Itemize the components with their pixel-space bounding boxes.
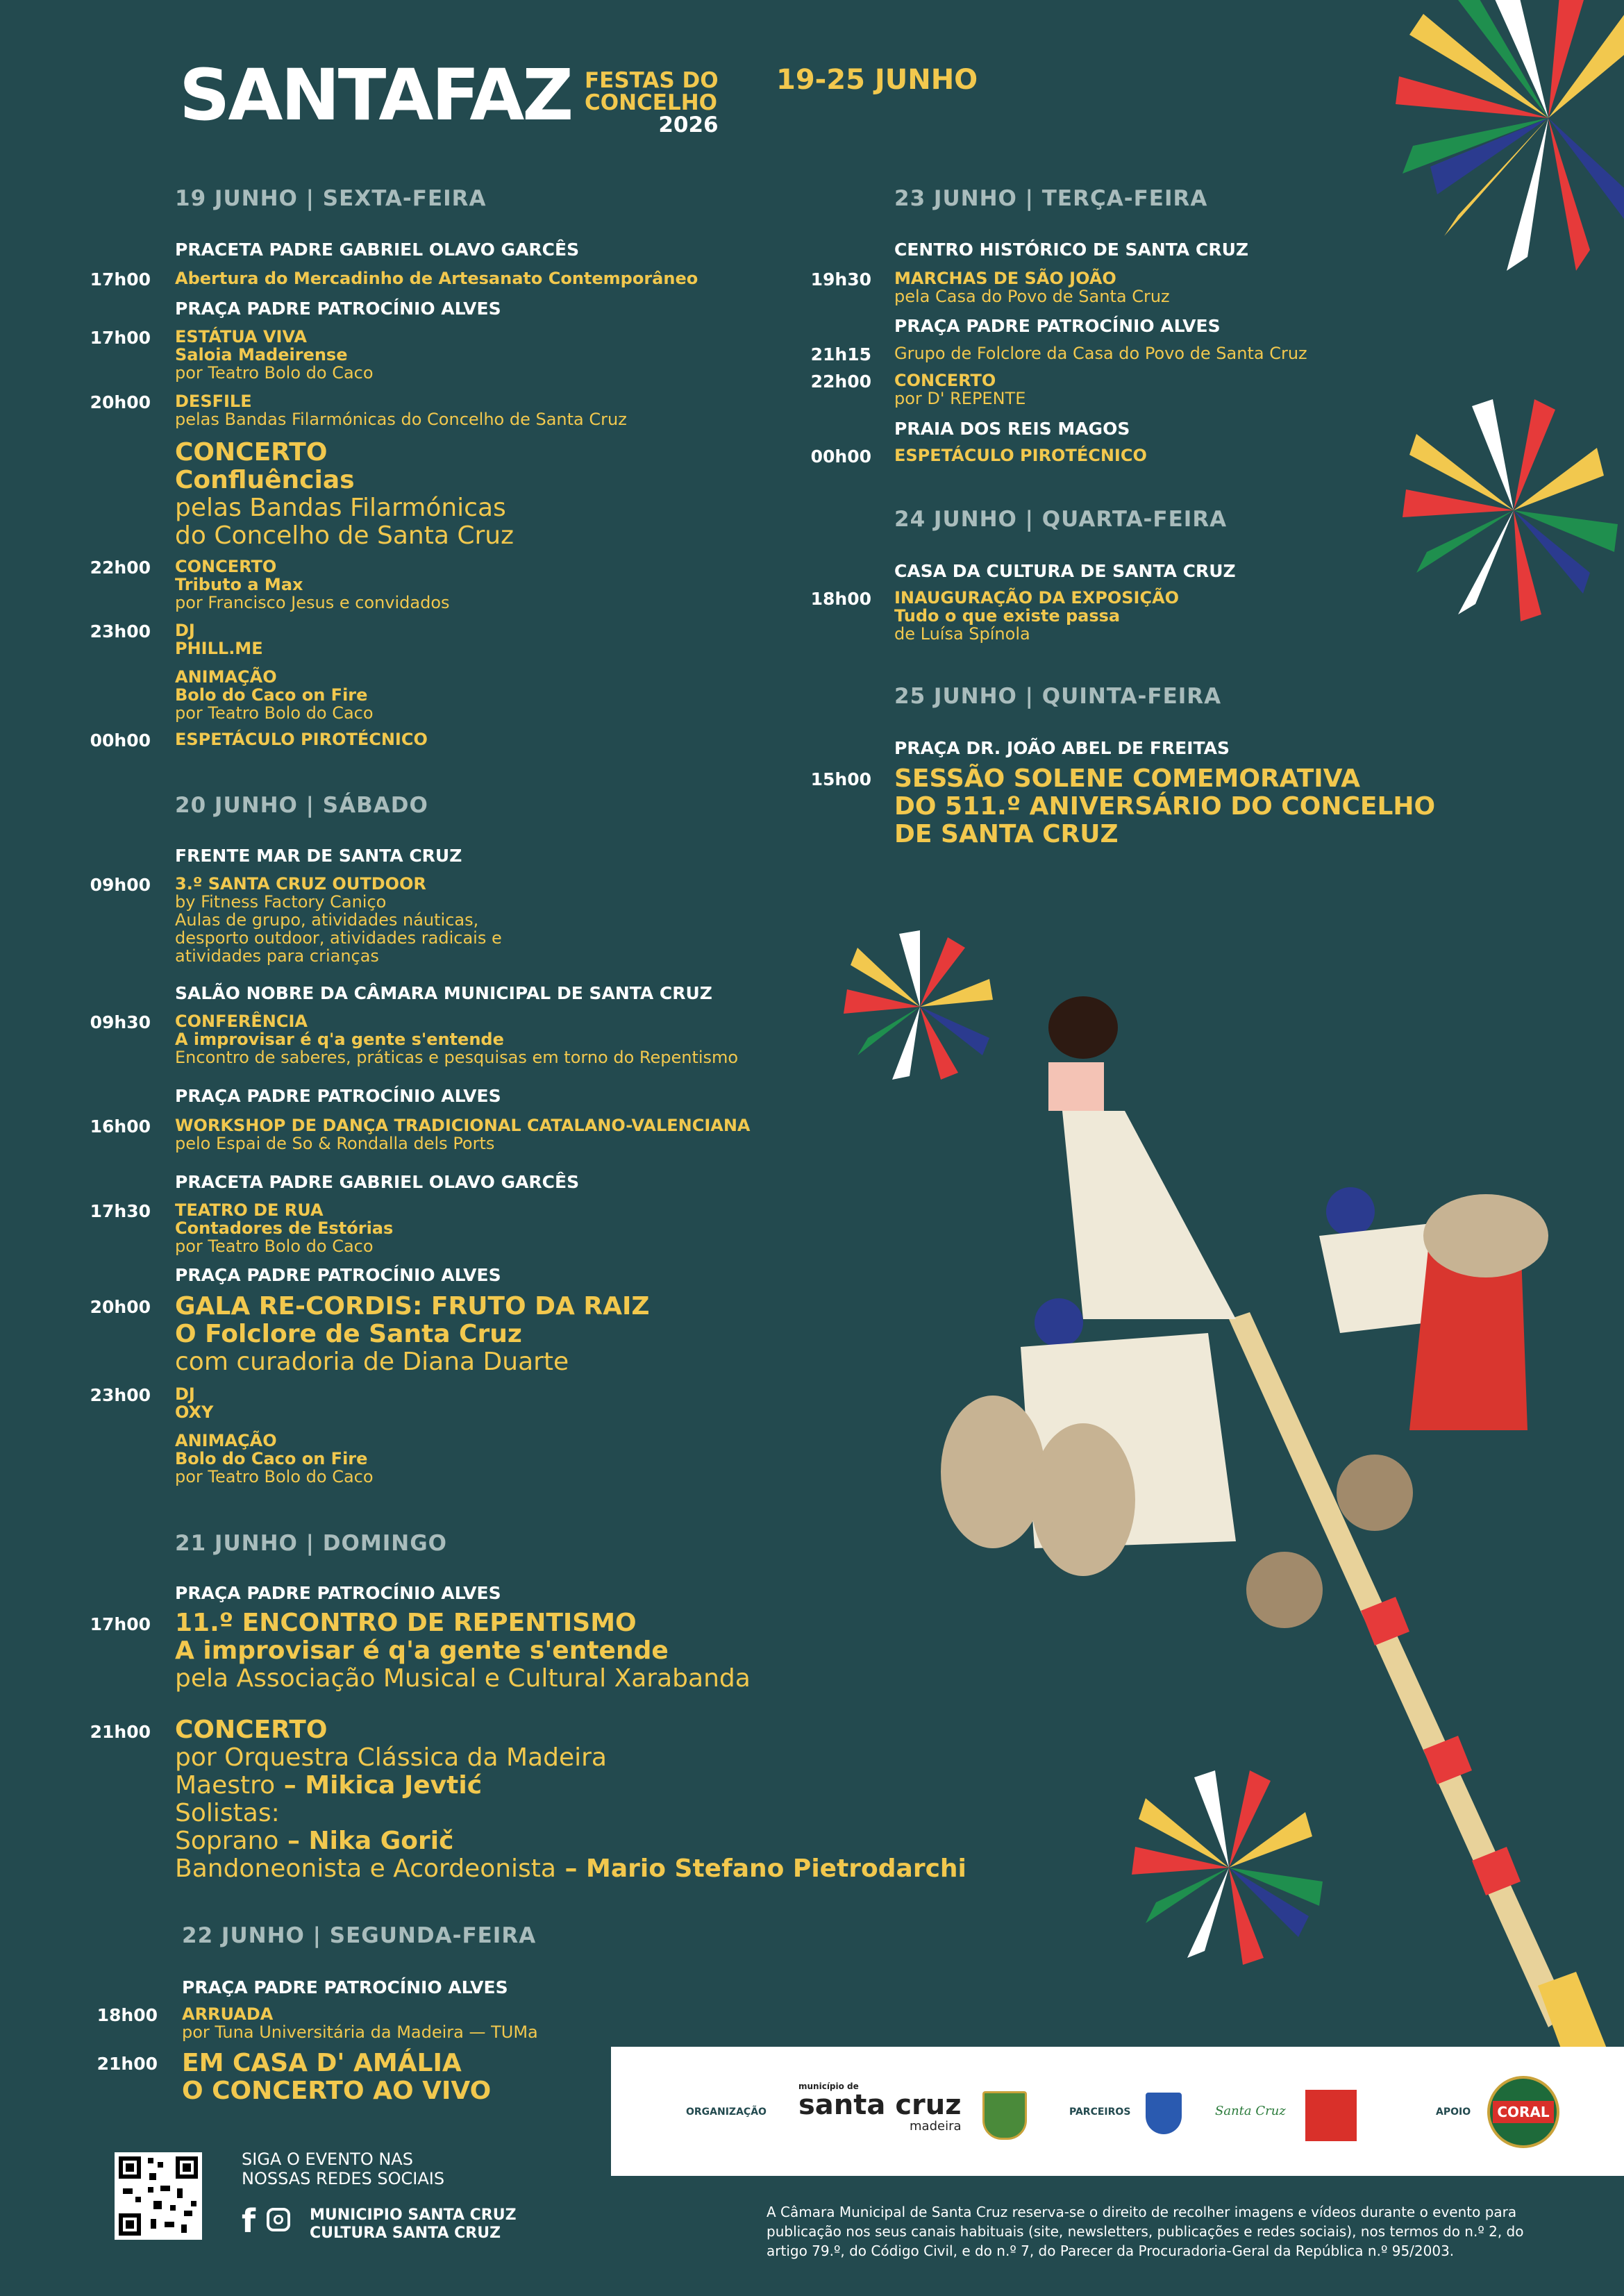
festas-line1: FESTAS DO bbox=[585, 68, 719, 93]
event-item bbox=[175, 1432, 374, 1486]
apoio-label: APOIO bbox=[1436, 2106, 1471, 2118]
event-credit: desporto outdoor, atividades radicais e bbox=[175, 928, 502, 948]
event-credit bbox=[175, 1772, 966, 1800]
event-item bbox=[175, 730, 428, 748]
pompom-icon bbox=[1132, 1770, 1323, 1965]
santafaz-logo: SANTAFAZ bbox=[179, 54, 572, 137]
social-line1: SIGA O EVENTO NAS bbox=[242, 2150, 413, 2169]
event-credit: de Luísa Spínola bbox=[894, 624, 1030, 644]
social-account[interactable]: CULTURA SANTA CRUZ bbox=[310, 2224, 501, 2242]
event-title: SESSÃO SOLENE COMEMORATIVA bbox=[894, 764, 1360, 793]
facebook-icon[interactable]: f bbox=[242, 2202, 256, 2240]
event-subtitle: DE SANTA CRUZ bbox=[894, 820, 1119, 848]
event-title: DJ bbox=[175, 1384, 195, 1404]
event-credit: por Teatro Bolo do Caco bbox=[175, 363, 374, 383]
day-heading-23: 23 JUNHO | TERÇA-FEIRA bbox=[894, 186, 1208, 211]
event-subtitle: Tributo a Max bbox=[175, 575, 303, 594]
event-item bbox=[175, 1201, 393, 1255]
event-time: 21h00 bbox=[97, 2054, 158, 2074]
event-subtitle: Confluências bbox=[175, 466, 355, 494]
venue-label: PRAÇA PADRE PATROCÍNIO ALVES bbox=[175, 1086, 501, 1106]
venue-label: PRAÇA PADRE PATROCÍNIO ALVES bbox=[894, 316, 1221, 336]
event-item bbox=[175, 392, 627, 428]
venue-label: PRAÇA DR. JOÃO ABEL DE FREITAS bbox=[894, 738, 1230, 758]
event-subtitle: O Folclore de Santa Cruz bbox=[175, 1320, 522, 1348]
venue-label: PRAÇA PADRE PATROCÍNIO ALVES bbox=[175, 299, 501, 319]
event-title: WORKSHOP DE DANÇA TRADICIONAL CATALANO-VALENCIANA bbox=[175, 1116, 751, 1135]
event-credit: com curadoria de Diana Duarte bbox=[175, 1348, 569, 1376]
event-credit: Encontro de saberes, práticas e pesquisas em torno do Repentismo bbox=[175, 1048, 739, 1067]
day-heading-19: 19 JUNHO | SEXTA-FEIRA bbox=[175, 186, 487, 211]
maestro-name: – Mikica Jevtić bbox=[275, 1771, 483, 1800]
social-accounts bbox=[310, 2206, 517, 2243]
event-time: 21h15 bbox=[810, 344, 871, 364]
event-title: INAUGURAÇÃO DA EXPOSIÇÃO bbox=[894, 588, 1180, 607]
event-item bbox=[182, 2005, 538, 2041]
social-line2: NOSSAS REDES SOCIAIS bbox=[242, 2169, 445, 2188]
event-title: DESFILE bbox=[175, 392, 252, 411]
event-credit: pelas Bandas Filarmónicas do Concelho de Santa Cruz bbox=[175, 410, 627, 429]
event-time: 22h00 bbox=[810, 371, 871, 392]
disclaimer-line: A Câmara Municipal de Santa Cruz reserva-se o direito de recolher imagens e vídeos durante o evento para bbox=[767, 2204, 1517, 2220]
event-item bbox=[175, 1116, 751, 1153]
event-time: 15h00 bbox=[810, 769, 871, 789]
event-item bbox=[894, 344, 1307, 362]
event-time: 22h00 bbox=[90, 558, 151, 578]
pompom-icon bbox=[1403, 399, 1618, 621]
event-title: 11.º ENCONTRO DE REPENTISMO bbox=[175, 1609, 637, 1637]
soprano-label: Soprano bbox=[175, 1827, 279, 1855]
pompom-icon bbox=[844, 930, 993, 1080]
event-item bbox=[894, 371, 1026, 408]
event-credit: pelas Bandas Filarmónicas bbox=[175, 494, 506, 522]
event-item bbox=[175, 439, 514, 550]
partner-crest-icon bbox=[1146, 2093, 1182, 2134]
day-heading-22: 22 JUNHO | SEGUNDA-FEIRA bbox=[182, 1923, 537, 1948]
event-credit bbox=[175, 1855, 966, 1883]
event-time: 00h00 bbox=[90, 730, 151, 751]
event-time: 20h00 bbox=[90, 1297, 151, 1317]
event-time: 23h00 bbox=[90, 621, 151, 642]
event-subtitle: Tudo o que existe passa bbox=[894, 606, 1121, 626]
event-item bbox=[182, 2050, 491, 2105]
event-title: CONFERÊNCIA bbox=[175, 1012, 308, 1031]
partner-logo: Santa Cruz bbox=[1215, 2104, 1286, 2118]
event-item bbox=[175, 1293, 649, 1376]
event-credit: atividades para crianças bbox=[175, 946, 379, 966]
event-credit: pelo Espai de So & Rondalla dels Ports bbox=[175, 1134, 495, 1153]
event-time: 23h00 bbox=[90, 1385, 151, 1405]
image-rights-disclaimer bbox=[767, 2202, 1600, 2261]
event-title: GALA RE-CORDIS: FRUTO DA RAIZ bbox=[175, 1292, 650, 1321]
event-subtitle: O CONCERTO AO VIVO bbox=[182, 2077, 492, 2105]
event-item bbox=[175, 1012, 738, 1066]
event-item bbox=[894, 446, 1147, 464]
event-title: DJ bbox=[175, 621, 195, 640]
parceiros-label: PARCEIROS bbox=[1069, 2106, 1131, 2118]
social-account[interactable]: MUNICIPIO SANTA CRUZ bbox=[310, 2206, 517, 2224]
event-title: ANIMAÇÃO bbox=[175, 667, 277, 687]
event-item bbox=[175, 1385, 213, 1421]
dancers-illustration bbox=[941, 996, 1618, 2090]
event-title: EM CASA D' AMÁLIA bbox=[182, 2049, 462, 2077]
pompom-icon bbox=[1396, 0, 1624, 271]
day-heading-21: 21 JUNHO | DOMINGO bbox=[175, 1531, 447, 1556]
event-credit: do Concelho de Santa Cruz bbox=[175, 521, 514, 550]
event-credit: Aulas de grupo, atividades náuticas, bbox=[175, 910, 479, 930]
day-heading-20: 20 JUNHO | SÁBADO bbox=[175, 793, 428, 818]
event-item bbox=[175, 558, 450, 612]
municipio-small: município de bbox=[798, 2081, 859, 2091]
event-title: ESPETÁCULO PIROTÉCNICO bbox=[894, 446, 1147, 465]
factory-logo-icon bbox=[1305, 2090, 1357, 2141]
festas-year: 2026 bbox=[658, 112, 719, 137]
event-credit: por Francisco Jesus e convidados bbox=[175, 593, 450, 612]
disclaimer-line: publicação nos seus canais habituais (site, newsletters, publicações e redes sociais), nos termos do n.º 2, do bbox=[767, 2223, 1524, 2240]
bandoneon-name: – Mario Stefano Pietrodarchi bbox=[555, 1854, 966, 1883]
event-credit: por D' REPENTE bbox=[894, 389, 1026, 408]
event-credit: por Orquestra Clássica da Madeira bbox=[175, 1743, 607, 1772]
event-time: 18h00 bbox=[97, 2005, 158, 2025]
festas-line2: CONCELHO bbox=[585, 90, 718, 115]
venue-label: SALÃO NOBRE DA CÂMARA MUNICIPAL DE SANTA CRUZ bbox=[175, 983, 712, 1003]
event-credit: por Teatro Bolo do Caco bbox=[175, 1467, 374, 1486]
event-title: MARCHAS DE SÃO JOÃO bbox=[894, 269, 1116, 288]
event-title: ESTÁTUA VIVA bbox=[175, 327, 307, 346]
event-credit bbox=[175, 1827, 966, 1855]
event-time: 00h00 bbox=[810, 446, 871, 467]
event-item bbox=[175, 621, 263, 657]
sponsor-bar bbox=[611, 2047, 1624, 2176]
coral-logo bbox=[1487, 2076, 1559, 2148]
venue-label: PRAIA DOS REIS MAGOS bbox=[894, 419, 1130, 439]
event-credit: por Tuna Universitária da Madeira — TUMa bbox=[182, 2022, 538, 2042]
event-item bbox=[175, 1609, 751, 1693]
event-title: 3.º SANTA CRUZ OUTDOOR bbox=[175, 874, 426, 894]
coral-brand: CORAL bbox=[1493, 2101, 1553, 2123]
event-item bbox=[175, 875, 502, 965]
event-credit: pela Casa do Povo de Santa Cruz bbox=[894, 287, 1170, 306]
event-time: 17h00 bbox=[90, 328, 151, 348]
day-heading-24: 24 JUNHO | QUARTA-FEIRA bbox=[894, 507, 1228, 532]
event-title: Abertura do Mercadinho de Artesanato Contemporâneo bbox=[175, 269, 698, 288]
event-item bbox=[175, 269, 698, 287]
event-credit: by Fitness Factory Caniço bbox=[175, 892, 387, 912]
instagram-icon[interactable] bbox=[267, 2208, 290, 2231]
municipio-region: madeira bbox=[910, 2119, 962, 2134]
event-time: 09h30 bbox=[90, 1012, 151, 1032]
event-title: ANIMAÇÃO bbox=[175, 1431, 277, 1450]
event-item bbox=[175, 328, 374, 382]
soloists-label: Solistas: bbox=[175, 1799, 280, 1827]
event-time: 17h00 bbox=[90, 1614, 151, 1634]
event-title: CONCERTO bbox=[175, 438, 328, 467]
event-credit: por Teatro Bolo do Caco bbox=[175, 1237, 374, 1256]
disclaimer-line: artigo 79.º, do Código Civil, e do n.º 7, do Parecer da Procuradoria-Geral da República n.º 95/2003. bbox=[767, 2243, 1455, 2259]
bandoneon-label: Bandoneonista e Acordeonista bbox=[175, 1854, 556, 1883]
venue-label: PRAÇA PADRE PATROCÍNIO ALVES bbox=[182, 1977, 508, 1997]
event-time: 09h00 bbox=[90, 875, 151, 895]
event-credit: pela Associação Musical e Cultural Xarabanda bbox=[175, 1664, 751, 1693]
qr-code-icon[interactable] bbox=[115, 2152, 202, 2240]
event-subtitle: DO 511.º ANIVERSÁRIO DO CONCELHO bbox=[894, 792, 1436, 821]
event-title: ARRUADA bbox=[182, 2004, 274, 2024]
event-credit: por Teatro Bolo do Caco bbox=[175, 703, 374, 723]
event-title: ESPETÁCULO PIROTÉCNICO bbox=[175, 730, 428, 749]
event-item bbox=[894, 765, 1435, 848]
venue-label: FRENTE MAR DE SANTA CRUZ bbox=[175, 846, 462, 866]
organizacao-label: ORGANIZAÇÃO bbox=[686, 2106, 767, 2118]
venue-label: CENTRO HISTÓRICO DE SANTA CRUZ bbox=[894, 240, 1248, 260]
event-time: 16h00 bbox=[90, 1116, 151, 1137]
event-subtitle: Contadores de Estórias bbox=[175, 1218, 394, 1238]
event-subtitle: A improvisar é q'a gente s'entende bbox=[175, 1636, 669, 1665]
venue-label: PRACETA PADRE GABRIEL OLAVO GARCÊS bbox=[175, 240, 580, 260]
maestro-label: Maestro bbox=[175, 1771, 276, 1800]
soprano-name: – Nika Gorič bbox=[278, 1827, 454, 1855]
event-subtitle: A improvisar é q'a gente s'entende bbox=[175, 1030, 504, 1049]
event-item bbox=[175, 668, 374, 722]
municipio-logo bbox=[798, 2081, 962, 2134]
event-subtitle: Bolo do Caco on Fire bbox=[175, 1449, 368, 1468]
event-title: CONCERTO bbox=[175, 557, 277, 576]
event-time: 21h00 bbox=[90, 1722, 151, 1742]
event-subtitle: Bolo do Caco on Fire bbox=[175, 685, 368, 705]
event-subtitle: PHILL.ME bbox=[175, 639, 263, 658]
event-dates: 19-25 JUNHO bbox=[776, 64, 978, 96]
event-item bbox=[894, 589, 1179, 643]
social-invite bbox=[242, 2150, 444, 2188]
event-item bbox=[894, 269, 1170, 305]
event-time: 17h00 bbox=[90, 269, 151, 290]
event-time: 19h30 bbox=[810, 269, 871, 290]
day-heading-25: 25 JUNHO | QUINTA-FEIRA bbox=[894, 684, 1222, 709]
event-subtitle: Saloia Madeirense bbox=[175, 345, 348, 364]
event-time: 18h00 bbox=[810, 589, 871, 609]
venue-label: PRAÇA PADRE PATROCÍNIO ALVES bbox=[175, 1265, 501, 1285]
event-time: 17h30 bbox=[90, 1201, 151, 1221]
venue-label: CASA DA CULTURA DE SANTA CRUZ bbox=[894, 561, 1236, 581]
event-subtitle: OXY bbox=[175, 1402, 214, 1422]
coat-of-arms-icon bbox=[982, 2091, 1027, 2140]
venue-label: PRACETA PADRE GABRIEL OLAVO GARCÊS bbox=[175, 1172, 580, 1192]
event-title: TEATRO DE RUA bbox=[175, 1200, 324, 1220]
event-title: CONCERTO bbox=[894, 371, 996, 390]
event-item bbox=[175, 1716, 966, 1883]
event-title: Grupo de Folclore da Casa do Povo de Santa Cruz bbox=[894, 344, 1307, 363]
municipio-name: santa cruz bbox=[798, 2089, 962, 2121]
event-time: 20h00 bbox=[90, 392, 151, 412]
venue-label: PRAÇA PADRE PATROCÍNIO ALVES bbox=[175, 1583, 501, 1603]
event-title: CONCERTO bbox=[175, 1716, 328, 1744]
